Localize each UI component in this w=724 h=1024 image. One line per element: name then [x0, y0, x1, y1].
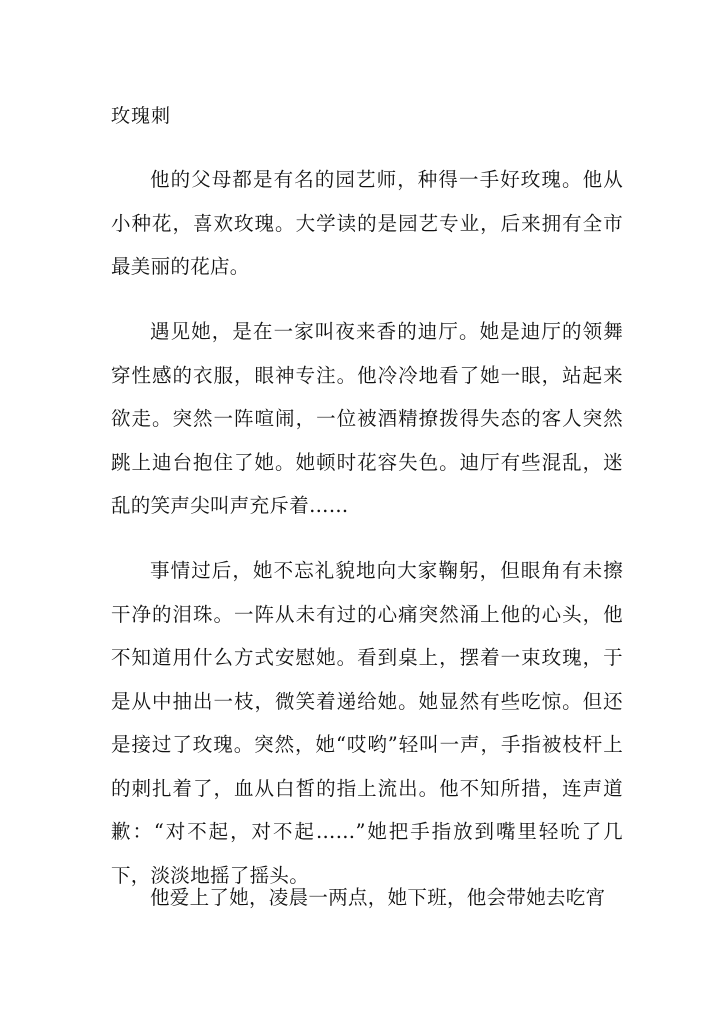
paragraph-4: 他爱上了她，凌晨一两点，她下班，他会带她去吃宵	[150, 886, 606, 909]
paragraph-3: 事情过后，她不忘礼貌地向大家鞠躬，但眼角有未擦干净的泪珠。一阵从未有过的心痛突然涌上他的心头，他不知道用什么方式安慰她。看到桌上，摆着一束玫瑰，于是从中抽出一枝，微笑着递给她。她显然有些吃惊。但还是接过了玫瑰。突然，她“哎哟”轻叫一声，手指被枝杆上的刺扎着了，血从白皙的指上流出。他不知所措，连声道歉：“对不起，对不起……”她把手指放到嘴里轻吮了几下，淡淡地摇了摇头。	[111, 559, 623, 887]
paragraph-2: 遇见她，是在一家叫夜来香的迪厅。她是迪厅的领舞穿性感的衣服，眼神专注。他冷冷地看了她一眼，站起来欲走。突然一阵喧闹，一位被酒精撩拨得失态的客人突然跳上迪台抱住了她。她顿时花容失色。迪厅有些混乱，迷乱的笑声尖叫声充斥着……	[111, 320, 623, 517]
document-title: 玫瑰刺	[111, 105, 172, 127]
paragraph-1: 他的父母都是有名的园艺师，种得一手好玫瑰。他从小种花，喜欢玫瑰。大学读的是园艺专业，后来拥有全市最美丽的花店。	[111, 168, 623, 278]
